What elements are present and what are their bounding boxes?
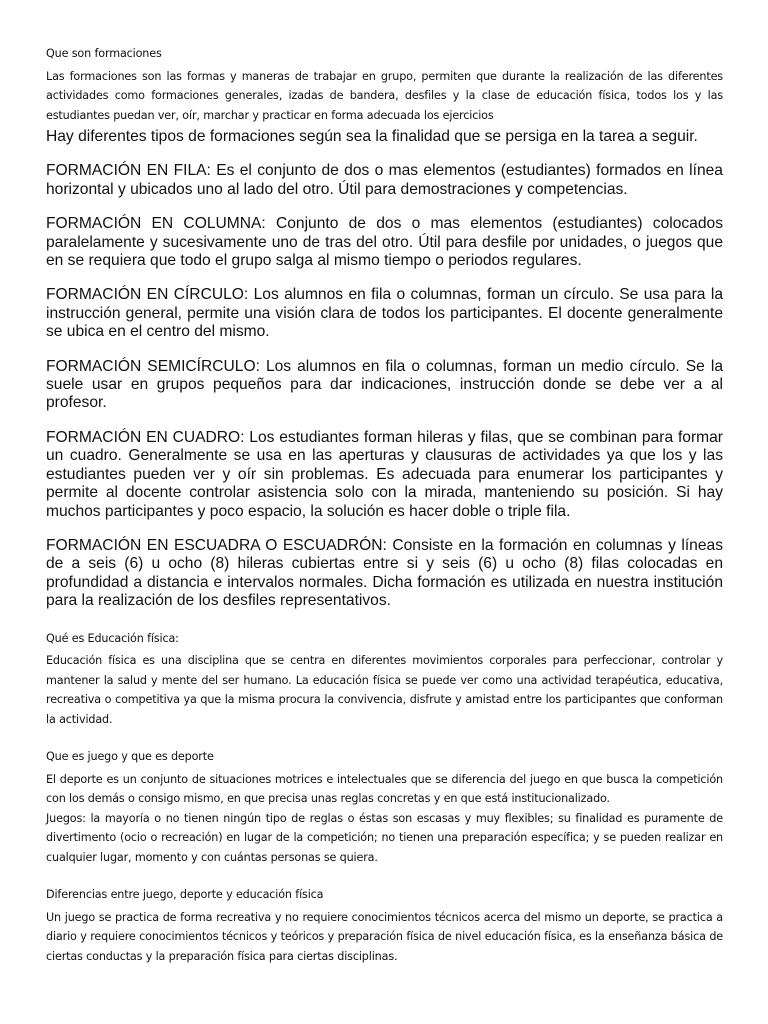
paragraph-educacion-fisica: Educación física es una disciplina que se centra en diferentes movimientos corporales para perfeccionar, controlar y mantener la salud y mente del ser humano. La educación física se puede ver como una actividad terapéutica, educativa, recreativa o competitiva ya que la misma procura la convivencia, disfrute y amistad entre los participantes que conforman la actividad. (46, 654, 723, 726)
heading-juego-deporte: Que es juego y que es deporte (46, 750, 214, 764)
paragraph-deporte: El deporte es un conjunto de situaciones motrices e intelectuales que se diferencia del juego en que busca la competición con los demás o consigo mismo, en que precisa unas reglas concretas y en que está institucionalizado. (46, 772, 723, 806)
paragraph-tipos-formaciones: Hay diferentes tipos de formaciones según sea la finalidad que se persiga en la tarea a seguir. (46, 128, 698, 145)
document-page (46, 44, 723, 966)
heading-diferencias: Diferencias entre juego, deporte y educación física (46, 888, 324, 902)
paragraph-formacion-columna: FORMACIÓN EN COLUMNA: Conjunto de dos o mas elementos (estudiantes) colocados paralelamente y sucesivamente uno de tras del otro. Útil para desfile por unidades, o juegos que en se requiera que todo el grupo salga al mismo tiempo o periodos regulares. (46, 215, 723, 270)
paragraph-formacion-escuadra: FORMACIÓN EN ESCUADRA O ESCUADRÓN: Consiste en la formación en columnas y líneas de a seis (6) u ocho (8) hileras cubiertas entre si y seis (6) u ocho (8) filas colocadas en profundidad a distancia e intervalos normales. Dicha formación es utilizada en nuestra institución para la realización de los desfiles representativos. (46, 536, 723, 610)
paragraph-diferencias: Un juego se practica de forma recreativa y no requiere conocimientos técnicos acerca del mismo un deporte, se practica a diario y requiere conocimientos técnicos y teóricos y preparación física de nivel educación física, es la enseñanza básica de ciertas conductas y la preparación física para ciertas disciplinas. (46, 910, 723, 963)
paragraph-formacion-circulo: FORMACIÓN EN CÍRCULO: Los alumnos en fila o columnas, forman un círculo. Se usa para la instrucción general, permite una visión clara de todos los participantes. El docente generalmente se ubica en el centro del mismo. (46, 286, 723, 341)
paragraph-formacion-semicirculo: FORMACIÓN SEMICÍRCULO: Los alumnos en fila o columnas, forman un medio círculo. Se la suele usar en grupos pequeños para dar indicaciones, instrucción donde se debe ver a al profesor. (46, 357, 723, 412)
paragraph-formaciones-intro: Las formaciones son las formas y maneras de trabajar en grupo, permiten que durante la realización de las diferentes actividades como formaciones generales, izadas de bandera, desfiles y la clase de educación física, todos los y las estudiantes puedan ver, oír, marchar y practicar en forma adecuada los ejercicios (46, 69, 723, 122)
heading-educacion-fisica: Qué es Educación física: (46, 631, 179, 645)
paragraph-formacion-cuadro: FORMACIÓN EN CUADRO: Los estudiantes forman hileras y filas, que se combinan para formar un cuadro. Generalmente se usa en las aperturas y clausuras de actividades ya que los y las estudiantes pueden ver y oír sin problemas. Es adecuada para enumerar los participantes y permite al docente controlar asistencia solo con la mirada, manteniendo su posición. Si hay muchos participantes y poco espacio, la solución es hacer doble o triple fila. (46, 428, 723, 520)
paragraph-juegos: Juegos: la mayoría o no tienen ningún tipo de reglas o éstas son escasas y muy flexibles; su finalidad es puramente de divertimento (ocio o recreación) en lugar de la competición; no tienen una preparación específica; y se pueden realizar en cualquier lugar, momento y con cuántas personas se quiera. (46, 811, 723, 864)
paragraph-formacion-fila: FORMACIÓN EN FILA: Es el conjunto de dos o mas elementos (estudiantes) formados en línea horizontal y ubicados uno al lado del otro. Útil para demostraciones y competencias. (46, 162, 723, 198)
heading-formaciones: Que son formaciones (46, 47, 162, 60)
